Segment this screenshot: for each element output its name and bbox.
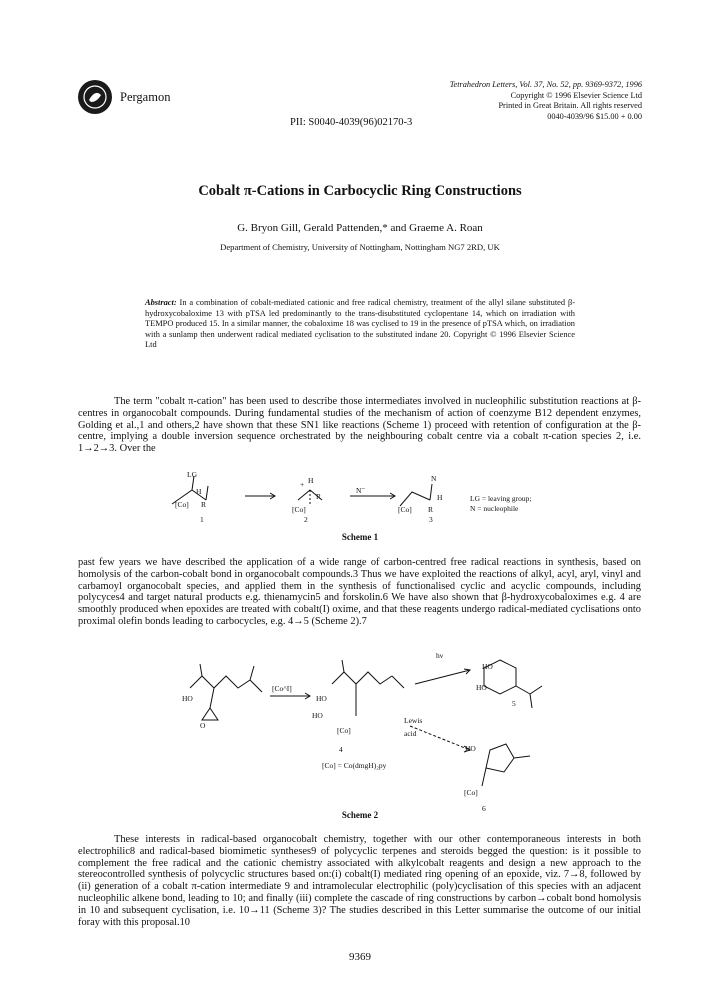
scheme-2-diagram [170, 660, 550, 810]
s2-ho-6: HO [465, 744, 476, 753]
copyright-line: Copyright © 1996 Elsevier Science Ltd [510, 90, 642, 100]
s2-hv: hν [436, 651, 444, 660]
article-title: Cobalt π-Cations in Carbocyclic Ring Constructions [198, 183, 522, 199]
compound-1-label: 1 [200, 515, 204, 524]
s2-acid: acid [404, 729, 417, 738]
author-list: G. Bryon Gill, Gerald Pattenden,* and Graeme A. Roan [237, 222, 483, 234]
body-paragraph-3: These interests in radical-based organocobalt chemistry, together with our other contemporaneous interests in both electrophilic8 and radical-based biomimetic syntheses9 of polycyclic terpenes and steroids begged the question: is it possible to complement the free radical and the cationic chemistry associated with alkylcobalt reagents and design a new approach to the stereocontrolled synthesis of polycyclic structures based on:(i) cobalt(I) mediated ring opening of an epoxide, viz. 7→8, followed by (ii) generation of a cobalt π-cation intermediate 9 and intramolecular electrophilic (poly)cyclisation of this species with an adjacent nucleophilic alkene bond, leading to 10; and finally (iii) complete the cascade of ring constructions by carbon→cobalt bond homolysis in 10 and subsequent cyclisation, i.e. 10→11 (Scheme 3)? The studies described in this Letter summarise the outcome of our initial foray with this proposal.10 [78, 834, 641, 928]
journal-reference [450, 80, 642, 122]
s1-co-1: [Co] [175, 500, 189, 509]
s1-n: N [431, 474, 437, 483]
s1-h-1: H [196, 487, 202, 496]
s1-r-1: R [201, 500, 207, 509]
publisher-name: Pergamon [120, 90, 171, 104]
s1-plus: + [300, 480, 305, 489]
page-number: 9369 [349, 951, 371, 963]
s1-legend-n: N = nucleophile [470, 504, 519, 513]
abstract-text: In a combination of cobalt-mediated cationic and free radical chemistry, treatment of the allyl silane substituted β-hydroxycobaloxime 13 with pTSA led predominantly to the trans-disubstituted cyclopentane 14, which on irradiation with TEMPO produced 15. In a similar manner, the cobaloxime 18 was cyclised to 19 in the presence of pTSA which, on irradiation with a sunlamp then underwent radical mediated cyclisation to the substituted indane 20. Copyright © 1996 Elsevier Science Ltd [145, 298, 575, 350]
s1-co-2: [Co] [292, 505, 306, 514]
s2-co-4: [Co] [337, 726, 351, 735]
body-paragraph-2: past few years we have described the application of a wide range of carbon-centred free radical reactions in synthesis, based on homolysis of the carbon-cobalt bond in organocobalt compounds.3 Thus we have exploited the reactions of alkyl, acyl, aryl, vinyl and carbamoyl organocobalt species, and applied them in the synthesis of functionalised cyclic and acyclic compounds, including polycyces4 and target natural products e.g. thienamycin5 and forskolin.6 We have also shown that β-hydroxycobaloximes e.g. 4 are smoothly produced when epoxides are treated with cobalt(I) oxime, and that these reagents undergo radical-mediated cyclisations onto proximal olefin bonds leading to carbocycles, e.g. 4→5 (Scheme 2).7 [78, 557, 641, 627]
s2-ho-2: HO [316, 694, 327, 703]
pergamon-logo [78, 80, 112, 114]
s1-co-3: [Co] [398, 505, 412, 514]
s1-h-3: H [437, 493, 443, 502]
affiliation: Department of Chemistry, University of Nottingham, Nottingham NG7 2RD, UK [220, 242, 500, 252]
body-paragraph-1: The term "cobalt π-cation" has been used to describe those intermediates involved in nucleophilic substitution reactions at β-centres in organocobalt compounds. During fundamental studies of the mechanism of action of coenzyme B12 dependent enzymes, Golding et al.,1 and others,2 have shown that these SN1 like reactions (Scheme 1) proceed with retention of configuration at the β-centre, implying a double inversion sequence orchestrated by the neighbouring cobalt centre via a cobalt π-cation species 2, i.e. 1→2→3. Over the [78, 396, 641, 455]
compound-6-label: 6 [482, 804, 486, 813]
s2-ho-5a: HO [482, 662, 493, 671]
s2-lewis: Lewis [404, 716, 423, 725]
abstract-label: Abstract: [145, 298, 177, 307]
pii-identifier: PII: S0040-4039(96)02170-3 [290, 117, 413, 128]
journal-citation: Tetrahedron Letters, Vol. 37, No. 52, pp. 9369-9372, 1996 [449, 80, 642, 89]
s2-ho-5b: HO [476, 683, 487, 692]
s2-ho-3: HO [312, 711, 323, 720]
s1-r-2: R [316, 492, 322, 501]
compound-3-label: 3 [429, 515, 433, 524]
s2-ho-1: HO [182, 694, 193, 703]
s1-r-3: R [428, 505, 434, 514]
s1-legend-lg: LG = leaving group; [470, 494, 532, 503]
compound-4-label: 4 [339, 745, 343, 754]
scheme-1-caption: Scheme 1 [341, 532, 379, 542]
pergamon-emblem-icon [78, 80, 112, 114]
s1-lg: LG [187, 470, 197, 479]
price-line: 0040-4039/96 $15.00 + 0.00 [547, 111, 642, 121]
s2-co1-reagent: [Co^I] [272, 684, 292, 693]
s1-h-2: H [308, 476, 314, 485]
abstract [145, 298, 575, 351]
s2-co-6: [Co] [464, 788, 478, 797]
s2-epoxide-o: O [200, 721, 206, 730]
s2-co-definition: [Co] = Co(dmgH)₂py [322, 761, 387, 770]
compound-2-label: 2 [304, 515, 308, 524]
printed-line: Printed in Great Britain. All rights reserved [498, 101, 642, 110]
s1-nucleophile: N⁻ [356, 486, 366, 495]
compound-5-label: 5 [512, 699, 516, 708]
scheme-2-caption: Scheme 2 [341, 810, 379, 820]
